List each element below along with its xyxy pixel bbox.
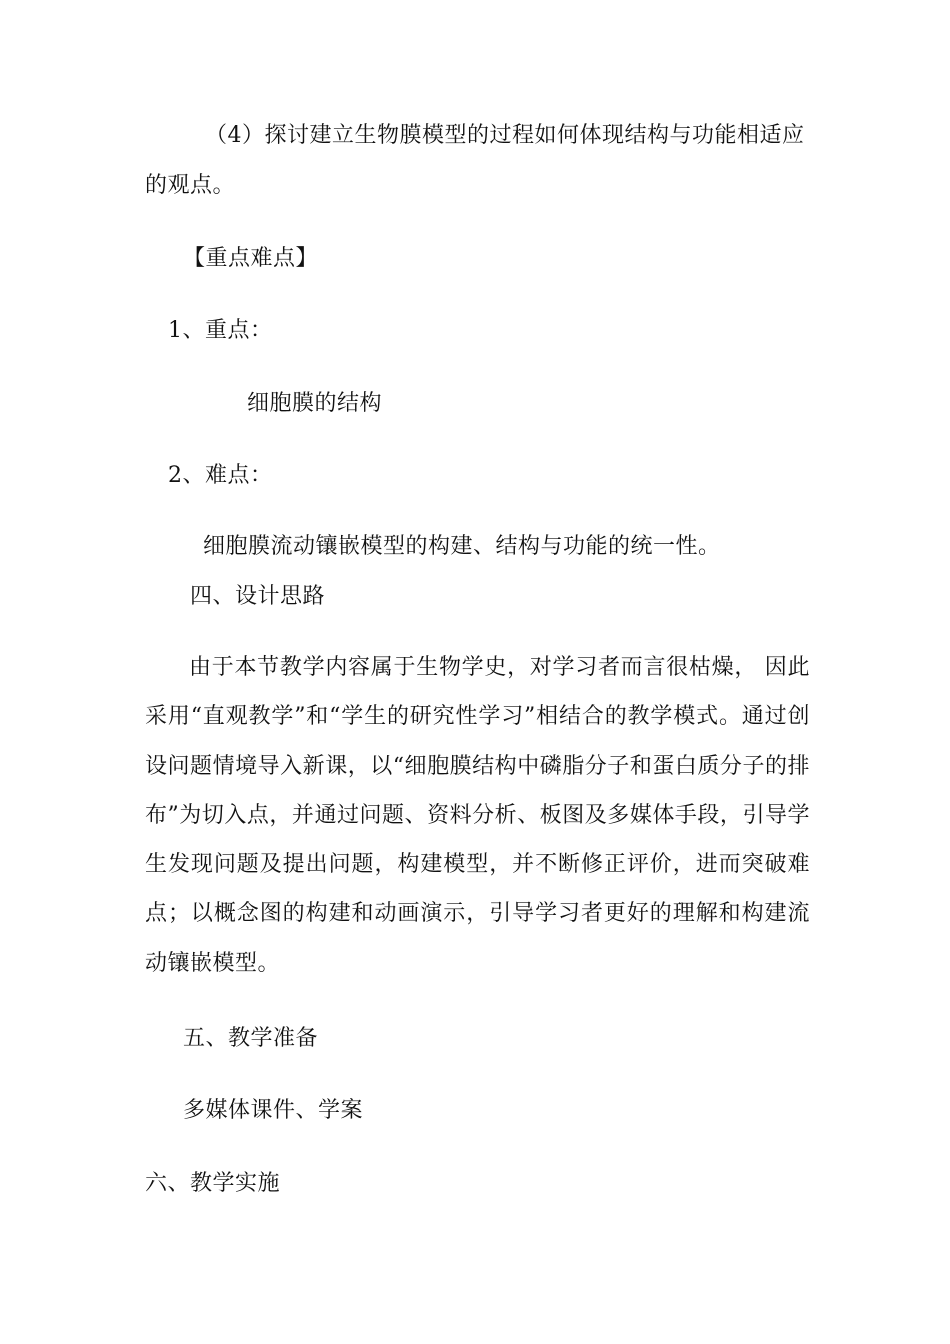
- section-6-heading: 六、教学实施: [145, 1171, 281, 1196]
- section-5-content: 多媒体课件、学案: [183, 1098, 364, 1123]
- objective-4-line-2: 的观点。: [145, 173, 236, 198]
- focus-label: 1、重点：: [168, 318, 273, 343]
- key-points-heading: 【重点难点】: [183, 246, 319, 271]
- section-4-heading: 四、设计思路: [190, 584, 326, 609]
- objective-4-line-1: （4）探讨建立生物膜模型的过程如何体现结构与功能相适应: [205, 123, 805, 148]
- section-4-paragraph: 由于本节教学内容属于生物学史，对学习者而言很枯燥， 因此采用“直观教学”和“学生的研究性学习”相结合的教学模式。通过创设问题情境导入新课，以“细胞膜结构中磷脂分子和蛋白质分子的排布”为切入点，并通过问题、资料分析、板图及多媒体手段，引导学生发现问题及提出问题，构建模型，并不断修正评价，进而突破难点；以概念图的构建和动画演示，引导学习者更好的理解和构建流动镶嵌模型。: [145, 655, 810, 976]
- difficulty-label: 2、难点：: [168, 463, 273, 488]
- section-5-heading: 五、教学准备: [183, 1026, 319, 1051]
- focus-content: 细胞膜的结构: [247, 391, 383, 416]
- difficulty-content: 细胞膜流动镶嵌模型的构建、结构与功能的统一性。: [203, 534, 721, 559]
